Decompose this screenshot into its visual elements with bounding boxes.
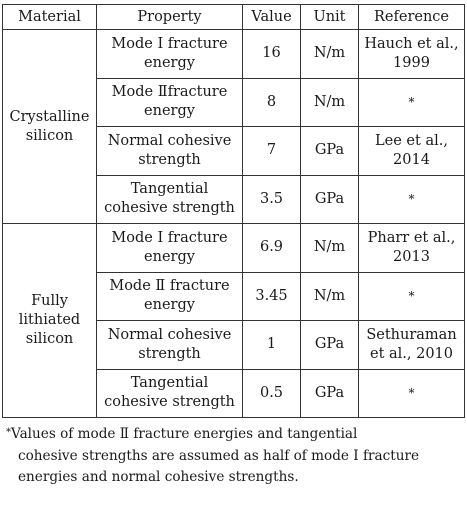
property-cell: Normal cohesive strength [97,321,243,370]
value-cell: 0.5 [243,369,301,418]
footnote-line-2: cohesive strengths are assumed as half of mode Ⅰ fracture [18,447,419,464]
value-cell: 1 [243,321,301,370]
header-property: Property [97,5,243,30]
reference-cell: * [359,78,465,127]
reference-cell: Lee et al., 2014 [359,127,465,176]
table-row [3,224,465,273]
footnote-text-1: Values of mode Ⅱ fracture energies and tangential [11,426,358,442]
reference-cell: Sethuraman et al., 2010 [359,321,465,370]
reference-cell: * [359,369,465,418]
header-material: Material [3,5,97,30]
material-properties-table [2,4,465,418]
reference-cell: Pharr et al., 2013 [359,224,465,273]
footnote-mark: * [6,427,11,438]
header-reference: Reference [359,5,465,30]
reference-cell: * [359,272,465,321]
footnote [6,424,462,489]
material-cell: Crystalline silicon [3,30,97,224]
header-value: Value [243,5,301,30]
unit-cell: GPa [301,369,359,418]
value-cell: 8 [243,78,301,127]
unit-cell: N/m [301,272,359,321]
property-cell: Mode Ⅱfracture energy [97,78,243,127]
property-cell: Mode Ⅱ fracture energy [97,272,243,321]
footnote-line-1 [6,426,357,442]
value-cell: 3.45 [243,272,301,321]
value-cell: 7 [243,127,301,176]
unit-cell: N/m [301,78,359,127]
property-cell: Mode Ⅰ fracture energy [97,30,243,79]
unit-cell: GPa [301,321,359,370]
reference-cell: * [359,175,465,224]
unit-cell: GPa [301,127,359,176]
unit-cell: N/m [301,224,359,273]
property-cell: Tangential cohesive strength [97,175,243,224]
material-cell: Fully lithiated silicon [3,224,97,418]
unit-cell: N/m [301,30,359,79]
footnote-line-3: energies and normal cohesive strengths. [18,469,299,485]
header-unit: Unit [301,5,359,30]
value-cell: 3.5 [243,175,301,224]
value-cell: 6.9 [243,224,301,273]
property-cell: Mode Ⅰ fracture energy [97,224,243,273]
table-row [3,30,465,79]
property-cell: Normal cohesive strength [97,127,243,176]
table-header-row [3,5,465,30]
property-cell: Tangential cohesive strength [97,369,243,418]
reference-cell: Hauch et al., 1999 [359,30,465,79]
unit-cell: GPa [301,175,359,224]
value-cell: 16 [243,30,301,79]
